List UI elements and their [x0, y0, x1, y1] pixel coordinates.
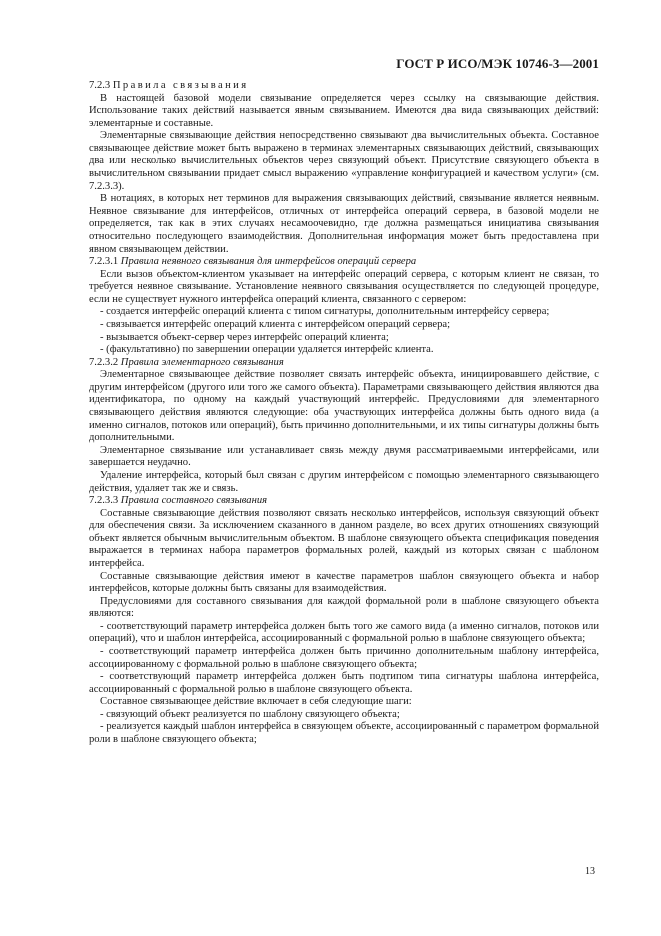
- paragraph: Элементарное связывающее действие позволяет связать интерфейс объекта, инициировавшего действие, с другим интерфейсом (другого или того же самого объекта). Параметрами связывающего действия являются два идентификатора, по одному на каждый участвующий интерфейс. Предусловиями для элементарного связывающего действия являются следующие: оба участвующих интерфейса должны быть одного вида (а именно сигналов, потоков или операций), быть причинно дополнительными, и их типы сигнатуры должны быть дополнительными.: [89, 369, 599, 444]
- subsection-heading: [89, 256, 599, 269]
- subsection-number: 7.2.3.2: [89, 356, 119, 368]
- list-item: - связывается интерфейс операций клиента с интерфейсом операций сервера;: [100, 318, 451, 330]
- list-item: - создается интерфейс операций клиента с типом сигнатуры, дополнительным интерфейсу сервера;: [100, 306, 550, 318]
- section-heading: [89, 80, 599, 93]
- subsection-heading: [89, 357, 599, 370]
- subsection-title: Правила неявного связывания для интерфейсов операций сервера: [120, 256, 417, 268]
- list-item: - (факультативно) по завершении операции удаляется интерфейс клиента.: [100, 344, 434, 356]
- paragraph: Если вызов объектом-клиентом указывает на интерфейс операций сервера, с которым клиент не связан, то требуется неявное связывание. Установление неявного связывания осуществляется по следующей процедуре, если не существует нужного интерфейса операций клиента, связанного с сервером:: [89, 268, 599, 305]
- document-body: [89, 80, 599, 747]
- standard-header: ГОСТ Р ИСО/МЭК 10746-3—2001: [396, 56, 599, 71]
- paragraph: В настоящей базовой модели связывание определяется через ссылку на связывающие действия. Использование таких действий называется явным связыванием. Имеются два вида связывающих действий: элементарные и составные.: [89, 92, 599, 129]
- subsection-title: Правила составного связывания: [120, 495, 268, 507]
- list-item: - связующий объект реализуется по шаблону связующего объекта;: [100, 708, 400, 720]
- list-item: - вызывается объект-сервер через интерфейс операций клиента;: [100, 331, 389, 343]
- list-item: - реализуется каждый шаблон интерфейса в связующем объекте, ассоциированный с параметром формальной роли в шаблоне связующего объекта;: [89, 721, 599, 746]
- paragraph: Элементарное связывание или устанавливает связь между двумя рассматриваемыми интерфейсами, или завершается неудачно.: [89, 444, 599, 469]
- paragraph: Элементарные связывающие действия непосредственно связывают два вычислительных объекта. Составное связывающее действие может быть выражено в терминах элементарных связывающих действий, связывающих два или несколько вычислительных объектов через связующий объект. Присутствие связующего объекта в вычислительном связывании придает смысл выражению «управление конфигурацией и качеством услуги» (см. 7.2.3.3).: [89, 130, 599, 192]
- list-item: - соответствующий параметр интерфейса должен быть того же самого вида (а именно сигналов, потоков или операций), что и шаблон интерфейса, ассоциированный с формальной ролью в шаблоне связующего объекта;: [89, 620, 599, 645]
- subsection-heading: [89, 495, 599, 508]
- section-title: Правила связывания: [112, 80, 249, 91]
- page-number: 13: [585, 866, 595, 877]
- paragraph: Составное связывающее действие включает в себя следующие шаги:: [100, 696, 412, 708]
- subsection-number: 7.2.3.1: [89, 256, 119, 268]
- paragraph: Предусловиями для составного связывания для каждой формальной роли в шаблоне связующего объекта являются:: [89, 595, 599, 620]
- paragraph: Удаление интерфейса, который был связан с другим интерфейсом с помощью элементарного связывающего действия, удаляет так же и связь.: [89, 469, 599, 494]
- section-number: 7.2.3: [89, 80, 111, 91]
- paragraph: Составные связывающие действия имеют в качестве параметров шаблон связующего объекта и набор интерфейсов, которые должны быть связаны для взаимодействия.: [89, 570, 599, 595]
- paragraph: Составные связывающие действия позволяют связать несколько интерфейсов, используя связующий объект для обеспечения связи. За исключением сказанного в данном разделе, во всех других отношениях связующий объект является обычным вычислительным объектом. В шаблоне связующего объекта спецификация поведения выражается в терминах набора параметров формальных ролей, каждый из которых связан с шаблоном интерфейса.: [89, 507, 599, 569]
- paragraph: В нотациях, в которых нет терминов для выражения связывающих действий, связывание является неявным. Неявное связывание для интерфейсов, отличных от интерфейса операций сервера, в базовой модели не определяется, так как в этих случаях несамоочевидно, где должна размещаться инициатива связывания относительно последующего взаимодействия. Дополнительная информация может быть предоставлена при явном связывающем действии.: [89, 193, 599, 255]
- subsection-title: Правила элементарного связывания: [120, 356, 284, 368]
- list-item: - соответствующий параметр интерфейса должен быть подтипом типа сигнатуры шаблона интерфейса, ассоциированный с формальной ролью в шаблоне связующего объекта.: [89, 671, 599, 695]
- subsection-number: 7.2.3.3: [89, 495, 119, 507]
- list-item: - соответствующий параметр интерфейса должен быть причинно дополнительным шаблону интерфейса, ассоциированному с формальной ролью в шаблоне связующего объекта;: [89, 646, 599, 670]
